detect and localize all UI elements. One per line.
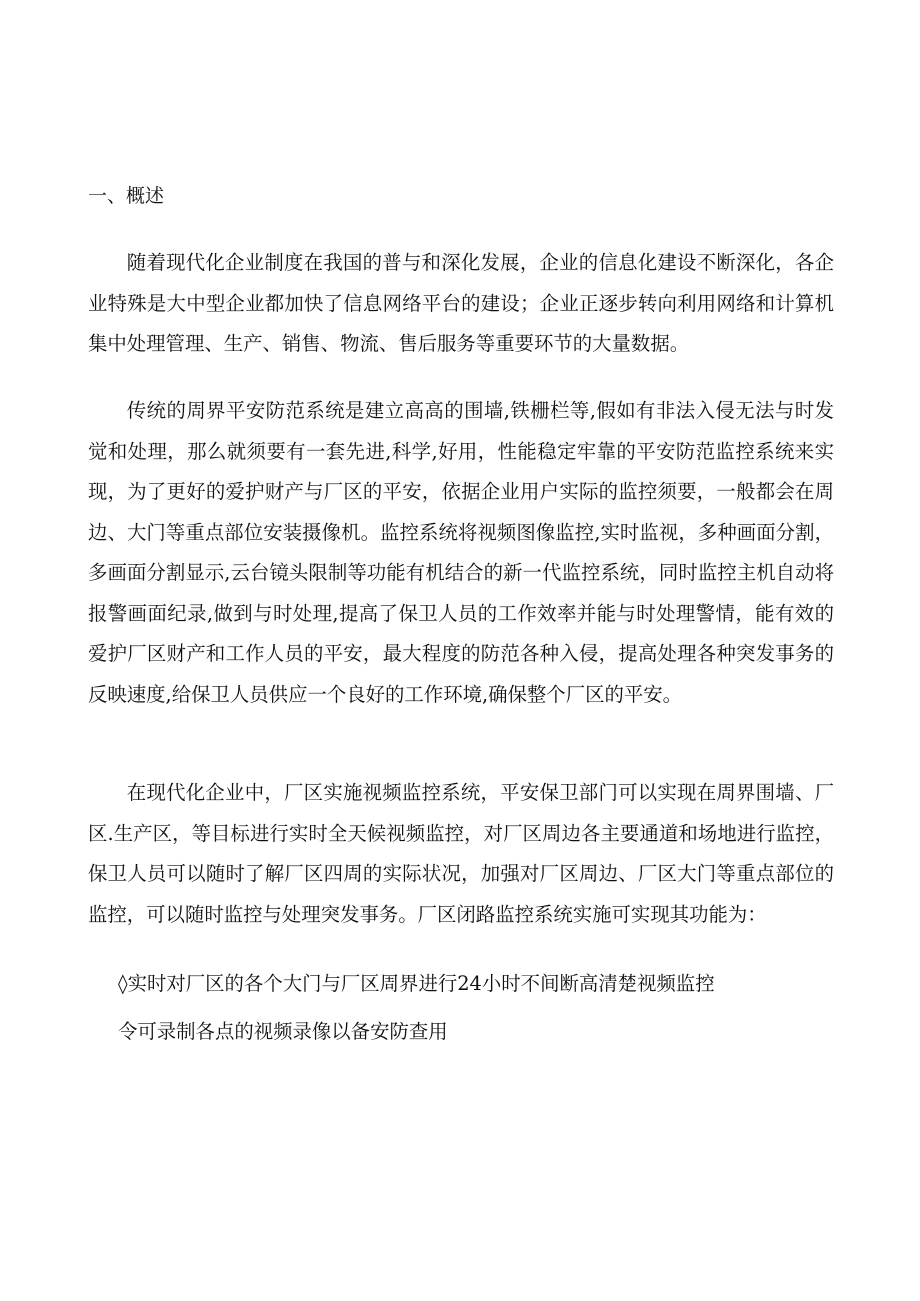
section-heading: 一、概述	[88, 185, 165, 207]
paragraph-2	[88, 391, 834, 715]
bullet-item-2: 令可录制各点的视频录像以备安防查用	[118, 1020, 448, 1043]
paragraph-text: 随着现代化企业制度在我国的普与和深化发展，企业的信息化建设不断深化，各企业特殊是大中型企业都加快了信息网络平台的建设；企业正逐步转向利用网络和计算机集中处理管理、生产、销售、物流、售后服务等重要环节的大量数据。	[88, 251, 834, 355]
paragraph-1	[88, 243, 834, 365]
paragraph-3	[88, 773, 834, 935]
paragraph-text: 传统的周界平安防范系统是建立高高的围墙,铁栅栏等,假如有非法入侵无法与时发觉和处理，那么就须要有一套先进,科学,好用，性能稳定牢靠的平安防范监控系统来实现，为了更好的爱护财产与厂区的平安，依据企业用户实际的监控须要，一般都会在周边、大门等重点部位安装摄像机。监控系统将视频图像监控,实时监视，多种画面分割，多画面分割显示,云台镜头限制等功能有机结合的新一代监控系统，同时监控主机自动将报警画面纪录,做到与时处理,提高了保卫人员的工作效率并能与时处理警情，能有效的爱护厂区财产和工作人员的平安，最大程度的防范各种入侵，提高处理各种突发事务的反映速度,给保卫人员供应一个良好的工作环境,确保整个厂区的平安。	[88, 399, 834, 706]
paragraph-text: 在现代化企业中，厂区实施视频监控系统，平安保卫部门可以实现在周界围墙、厂区.生产区，等目标进行实时全天候视频监控，对厂区周边各主要通道和场地进行监控，保卫人员可以随时了解厂区四周的实际状况，加强对厂区周边、厂区大门等重点部位的监控，可以随时监控与处理突发事务。厂区闭路监控系统实施可实现其功能为：	[88, 781, 834, 926]
bullet-item-1: ◊实时对厂区的各个大门与厂区周界进行24小时不间断高清楚视频监控	[118, 972, 715, 995]
